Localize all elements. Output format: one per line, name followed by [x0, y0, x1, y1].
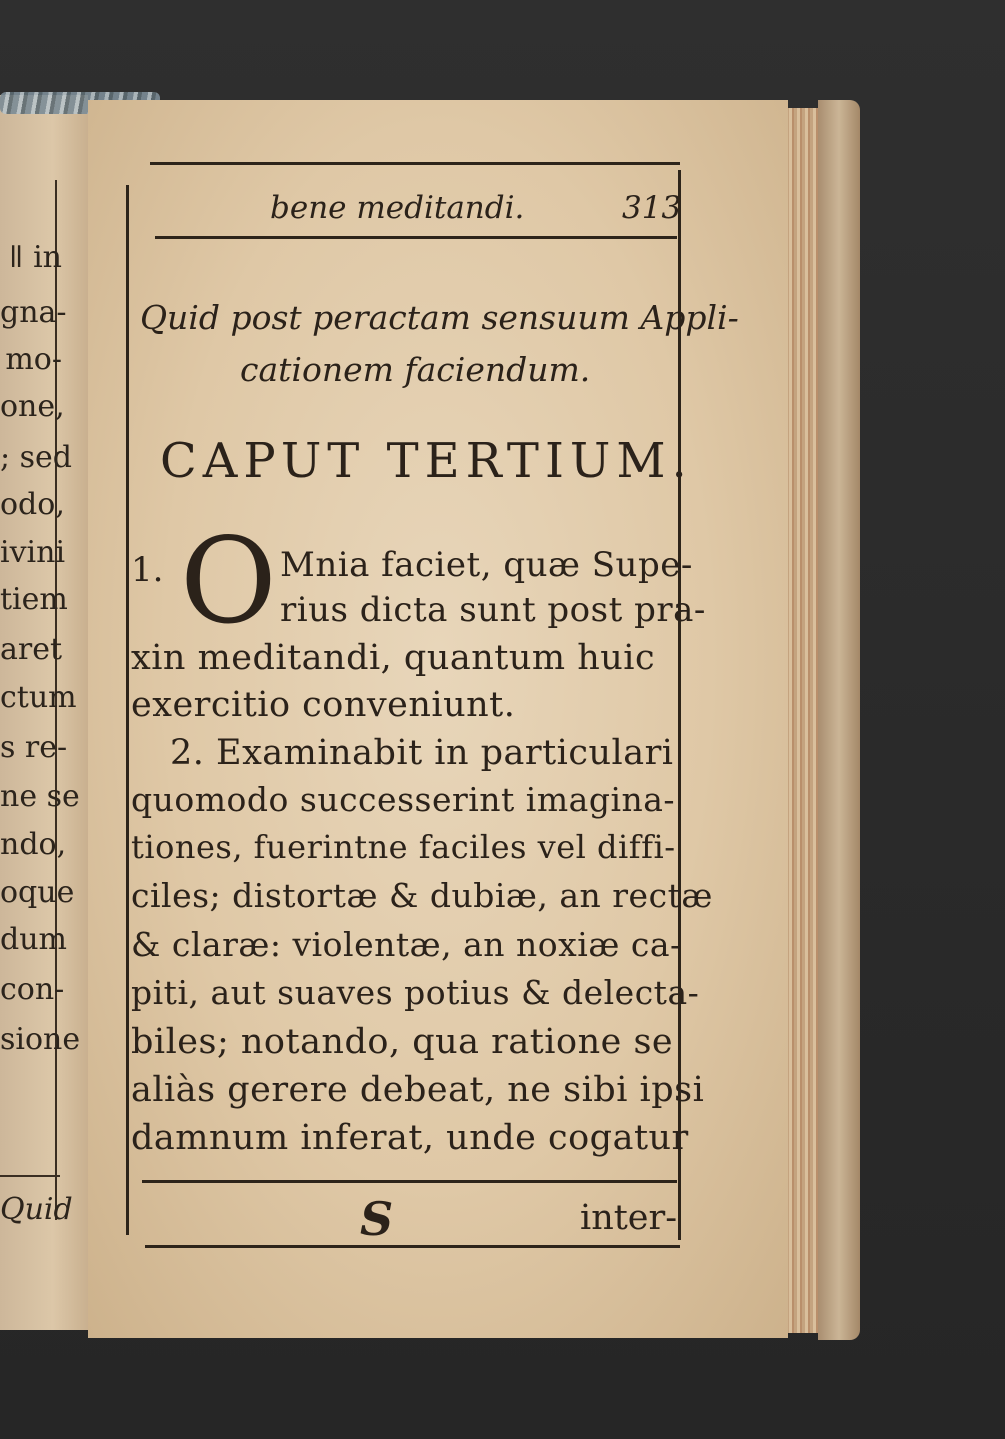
left-fragment-line: one,: [0, 389, 65, 424]
drop-cap: O: [180, 512, 277, 650]
body-line: tiones, fuerintne faciles vel diffi-: [131, 828, 676, 866]
left-fragment-line: sione: [0, 1022, 81, 1057]
body-line: ciles; distortæ & dubiæ, an rectæ: [131, 876, 713, 915]
left-fragment-line: dum: [0, 922, 67, 957]
left-fragment-line: aret: [0, 632, 63, 667]
body-line: quomodo successerint imagina-: [131, 780, 676, 819]
left-fragment-line: con-: [0, 972, 65, 1007]
chapter-heading-line: cationem faciendum.: [240, 350, 591, 389]
chapter-title: CAPUT TERTIUM.: [160, 433, 693, 489]
chapter-heading-line: Quid post peractam sensuum Appli-: [140, 298, 739, 337]
left-page-footer-rule: [0, 1175, 60, 1177]
left-fragment-line: ctum: [0, 680, 77, 715]
book-cover-edge: [818, 100, 860, 1340]
body-line: xin meditandi, quantum huic: [131, 638, 656, 678]
left-fragment-line: ndo,: [0, 827, 67, 862]
text-bottom-rule: [142, 1180, 677, 1183]
paragraph-number: 1.: [131, 550, 164, 590]
body-line: exercitio conveniunt.: [131, 685, 516, 725]
left-fragment-line: ǁ in: [8, 240, 62, 275]
header-rule: [155, 236, 677, 239]
body-line: Mnia faciet, quæ Supe-: [280, 545, 693, 585]
frame-left-rule: [126, 185, 129, 1235]
left-fragment-line: ivini: [0, 535, 66, 570]
frame-bottom-rule: [145, 1245, 680, 1248]
body-line: piti, aut suaves potius & delecta-: [131, 973, 700, 1012]
running-header: bene meditandi.: [270, 190, 525, 226]
left-fragment-line: mo-: [5, 342, 62, 377]
body-line: 2. Examinabit in particulari: [170, 733, 674, 773]
left-fragment-line: ne se: [0, 779, 80, 814]
left-fragment-line: tiem: [0, 582, 68, 617]
catchword: inter-: [580, 1198, 678, 1238]
body-line: damnum inferat, unde cogatur: [131, 1118, 689, 1158]
left-fragment-line: gna-: [0, 295, 67, 330]
left-page-catchword: Quid: [0, 1192, 73, 1227]
body-line: rius dicta sunt post pra-: [280, 590, 706, 630]
body-line: biles; notando, qua ratione se: [131, 1022, 674, 1062]
body-line: aliàs gerere debeat, ne sibi ipsi: [131, 1070, 705, 1110]
left-fragment-line: odo,: [0, 487, 65, 522]
frame-top-rule: [150, 162, 680, 165]
signature-mark: S: [360, 1192, 394, 1246]
page-number: 313: [622, 190, 682, 226]
left-fragment-line: oque: [0, 875, 75, 910]
left-fragment-line: s re-: [0, 730, 68, 765]
left-fragment-line: ; sed: [0, 440, 72, 475]
body-line: & claræ: violentæ, an noxiæ ca-: [131, 925, 682, 964]
